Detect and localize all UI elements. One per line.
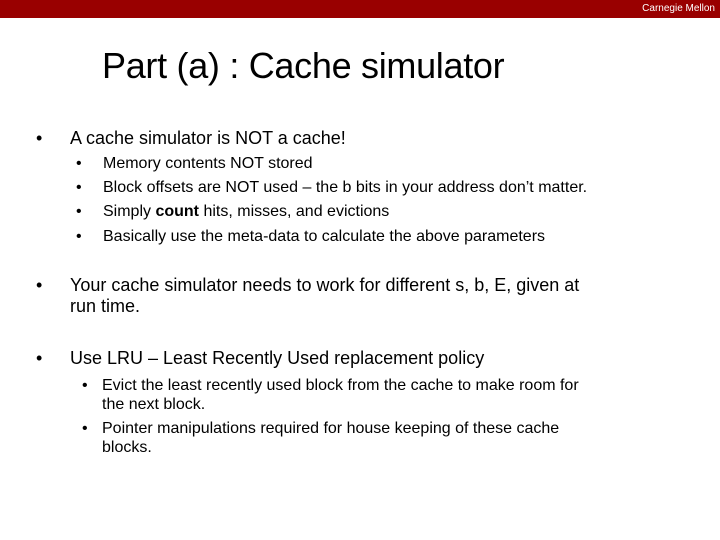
sub-bullet-text: Block offsets are NOT used – the b bits in your address don’t matter.: [103, 179, 588, 196]
sub-bullet-text: Basically use the meta-data to calculate the above parameters: [103, 228, 546, 245]
sub-bullet-text-line-1: Pointer manipulations required for house keeping of these cache: [102, 420, 560, 437]
bullet-marker: •: [76, 155, 82, 172]
sub-bullet-text-line-2: the next block.: [102, 396, 206, 413]
bullet-marker: •: [76, 179, 82, 196]
top-banner: [0, 0, 720, 18]
bullet-marker: •: [36, 348, 43, 368]
bullet-text: Use LRU – Least Recently Used replacement policy: [70, 348, 485, 368]
brand-label: Carnegie Mellon: [642, 3, 715, 14]
emphasis-count: count: [155, 203, 199, 220]
bullet-text-line-2: run time.: [70, 296, 141, 316]
bullet-marker: •: [76, 203, 82, 220]
bullet-marker: •: [36, 275, 43, 295]
bullet-text: A cache simulator is NOT a cache!: [70, 128, 346, 148]
bullet-text-line-1: Your cache simulator needs to work for different s, b, E, given at: [70, 275, 580, 295]
bullet-marker: •: [82, 420, 88, 437]
sub-bullet-text-line-1: Evict the least recently used block from the cache to make room for: [102, 377, 579, 394]
bullet-marker: •: [76, 228, 82, 245]
sub-bullet-text-line-2: blocks.: [102, 439, 152, 456]
bullet-marker: •: [82, 377, 88, 394]
bullet-marker: •: [36, 128, 43, 148]
sub-bullet-text: Memory contents NOT stored: [103, 155, 313, 172]
slide-title: Part (a) : Cache simulator: [102, 45, 505, 86]
sub-bullet-text: Simply count hits, misses, and evictions: [103, 203, 390, 220]
